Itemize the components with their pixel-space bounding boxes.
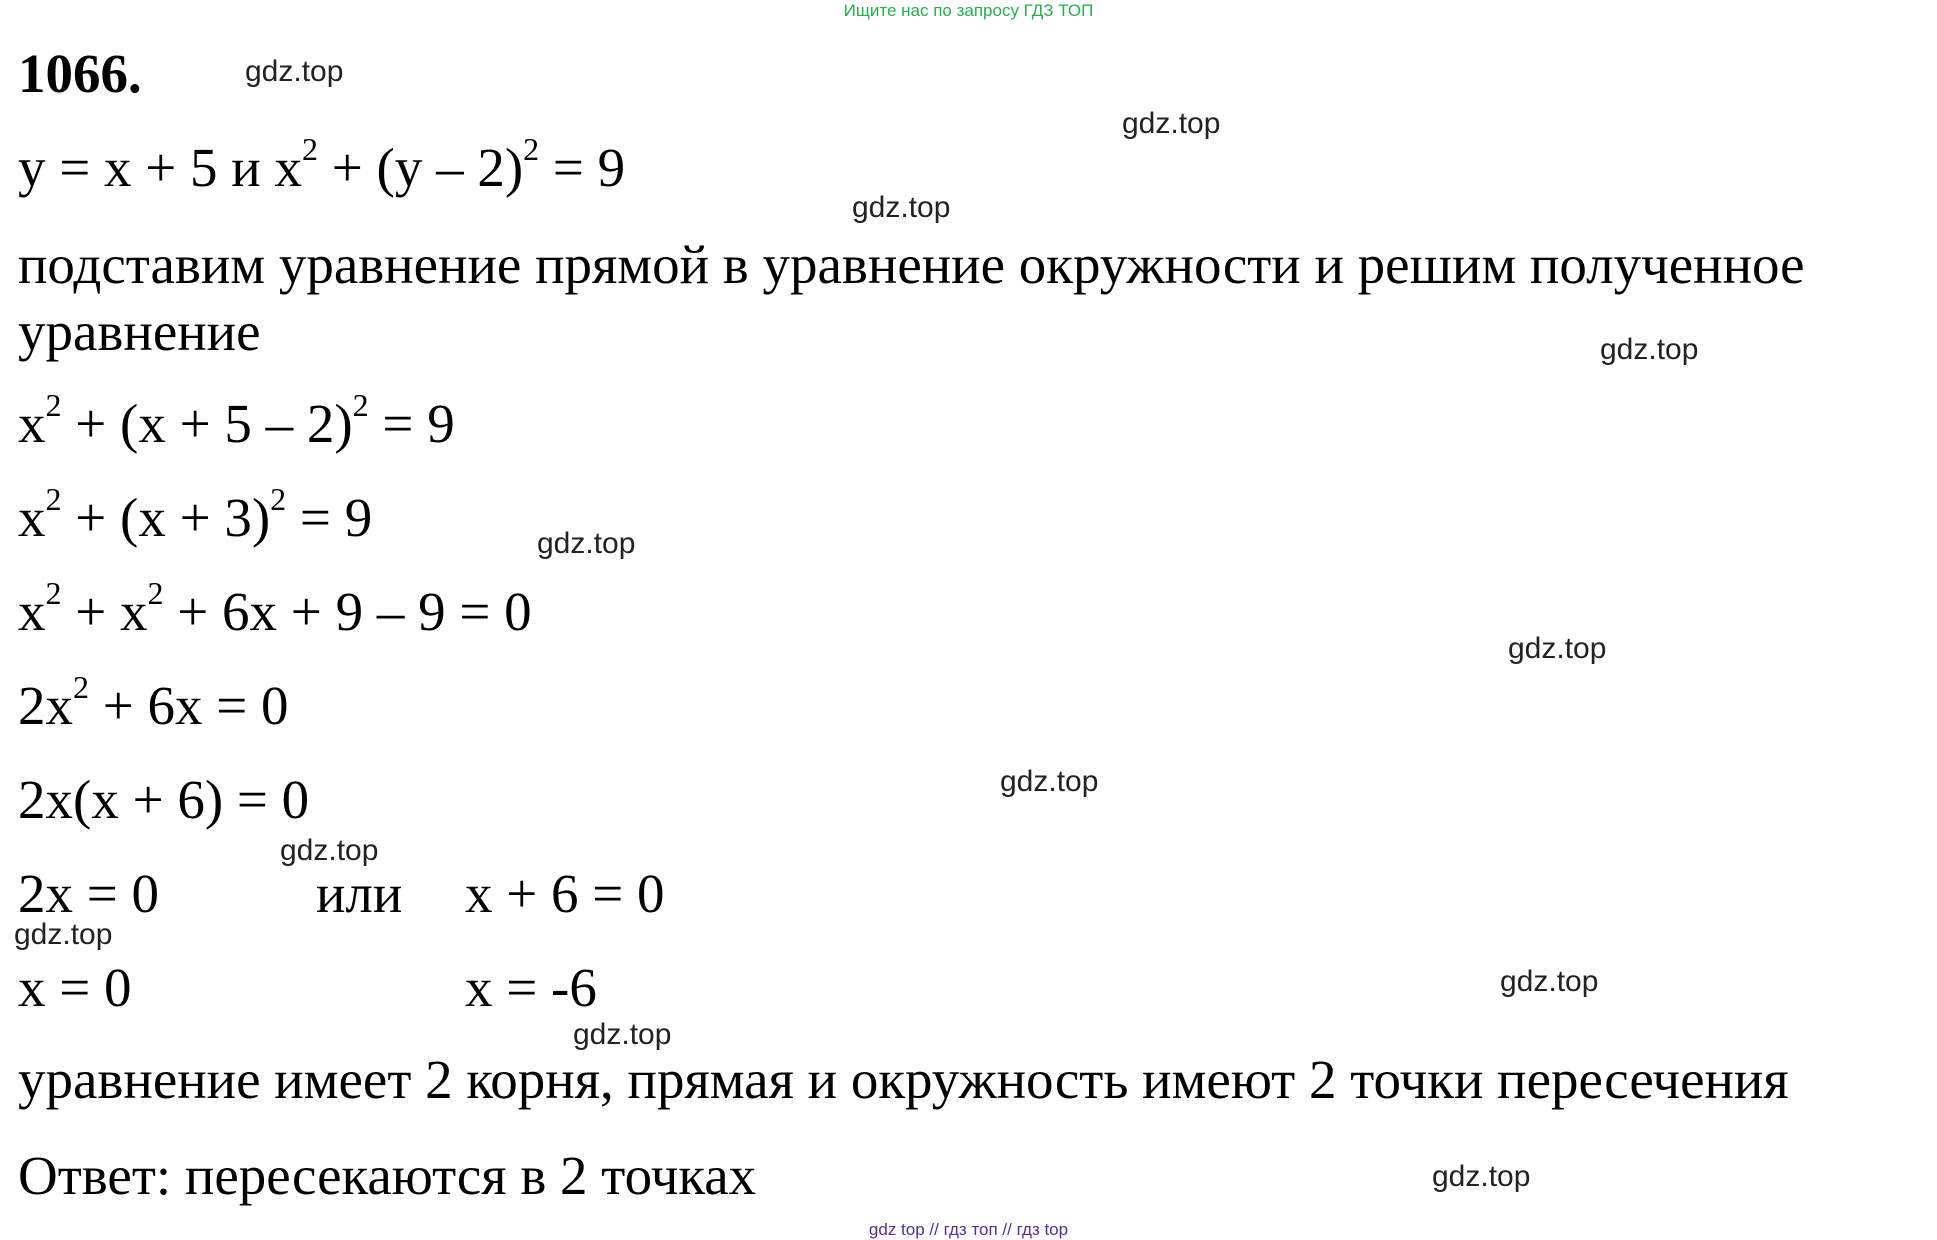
- watermark: gdz.top: [1432, 1160, 1531, 1193]
- watermark: gdz.top: [537, 527, 636, 560]
- watermark: gdz.top: [1500, 965, 1599, 998]
- equation-4: $2x^2 + 6x = 0$: [18, 669, 289, 736]
- answer: Ответ: пересекаются в 2 точках: [18, 1145, 757, 1206]
- watermark: gdz.top: [1508, 632, 1607, 665]
- watermark: gdz.top: [852, 191, 951, 224]
- watermark: gdz.top: [14, 918, 113, 951]
- top-banner: Ищите нас по запросу ГДЗ ТОП: [843, 1, 1094, 20]
- problem-number: 1066.: [18, 43, 142, 104]
- bottom-footer: gdz top // гдз топ // гдз top: [868, 1220, 1069, 1239]
- conclusion: уравнение имеет 2 корня, прямая и окружность имеют 2 точки пересечения: [18, 1049, 1789, 1110]
- watermark: gdz.top: [1122, 107, 1221, 140]
- equation-7-left: x = 0: [18, 957, 132, 1018]
- equation-6-or: или: [316, 863, 403, 924]
- watermark: gdz.top: [573, 1018, 672, 1051]
- equation-6-left: 2x = 0: [18, 863, 160, 924]
- equation-2: $x^2 + (x + 3)^2 = 9$: [18, 481, 373, 548]
- equation-1: $x^2 + (x + 5 - 2)^2 = 9$: [18, 387, 455, 454]
- equation-5: 2x(x + 6) = 0: [18, 769, 310, 830]
- equation-6-right: x + 6 = 0: [465, 863, 665, 924]
- equation-3: $x^2 + x^2 + 6x + 9 - 9 = 0$: [18, 575, 532, 642]
- instruction-line-1: подставим уравнение прямой в уравнение окружности и решим полученное: [18, 234, 1805, 295]
- watermark: gdz.top: [245, 55, 344, 88]
- instruction-line-2: уравнение: [18, 301, 261, 362]
- watermark: gdz.top: [1600, 333, 1699, 366]
- watermark: gdz.top: [1000, 765, 1099, 798]
- watermark: gdz.top: [280, 834, 379, 867]
- given-equations: y = x + 5 и $x^2 + (y - 2)^2 = 9$: [18, 131, 626, 198]
- equation-7-right: x = -6: [465, 957, 597, 1018]
